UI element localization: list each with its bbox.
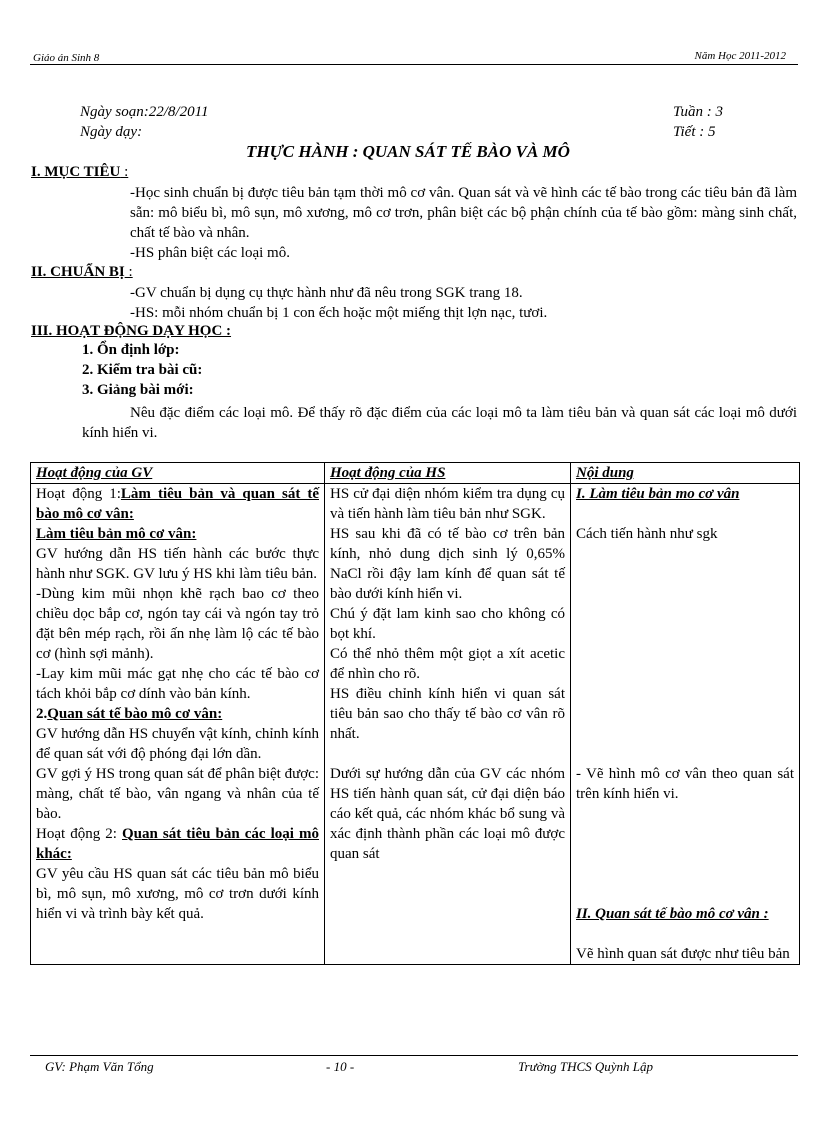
date-prepared: Ngày soạn:22/8/2011 — [80, 104, 209, 120]
teacher-paragraph-4: GV hướng dẫn HS chuyển vật kính, chỉnh kính để quan sát với độ phóng đại lớn dần. — [36, 726, 319, 762]
student-paragraph-3: Chú ý đặt lam kinh sao cho không có bọt khí. — [330, 606, 565, 642]
student-paragraph-1: HS cử đại diện nhóm kiểm tra dụng cụ và tiến hành làm tiêu bản như SGK. — [330, 486, 565, 522]
activity-table — [30, 462, 800, 965]
header-divider — [30, 64, 798, 65]
objectives-line-1: -Học sinh chuẩn bị được tiêu bản tạm thời mô cơ vân. Quan sát và vẽ hình các tế bào trong các tiêu bản đã làm sẵn: mô biểu bì, mô sụn, mô xương, mô cơ trơn, phân biệt các bộ phận chính của tế bào gồm: màng sinh chất, chất tế bào và nhân. — [130, 185, 797, 241]
activities-intro: Nêu đặc điểm các loại mô. Để thấy rõ đặc điểm của các loại mô ta làm tiêu bản và quan sát các loại mô dưới kính hiển vi. — [82, 405, 797, 441]
section-preparation-colon: : — [124, 264, 133, 280]
footer-page-number: - 10 - — [326, 1059, 355, 1074]
header-teacher-activity: Hoạt động của GV — [31, 463, 325, 484]
activity-2-title: Quan sát tiêu bản các loại mô khác: — [36, 826, 320, 862]
teacher-activity-cell — [31, 484, 325, 965]
table-header-row — [31, 463, 800, 484]
objectives-line-2: -HS phân biệt các loại mô. — [130, 245, 290, 261]
teacher-activity-1-heading — [36, 484, 319, 524]
step-new-lesson: 3. Giảng bài mới: — [82, 382, 194, 398]
activity-2-prefix: Hoạt động 2: — [36, 826, 122, 842]
teacher-subheading-2 — [36, 704, 319, 724]
teacher-subheading-1: Làm tiêu bản mô cơ vân: — [36, 526, 197, 542]
activity-1-title: Làm tiêu bản và quan sát tế bào mô cơ vân: — [36, 486, 319, 522]
section-activities-heading: III. HOẠT ĐỘNG DẠY HỌC : — [31, 323, 232, 339]
student-activity-cell — [325, 484, 571, 965]
student-paragraph-6: Dưới sự hướng dẫn của GV các nhóm HS tiến hành quan sát, cử đại diện báo cáo kết quả, các nhóm khác bổ sung và xác định thành phần các loại mô được quan sát — [330, 766, 565, 862]
teacher-activity-2-heading — [36, 824, 319, 864]
week-number: Tuần : 3 — [673, 104, 724, 120]
section-objectives-title: I. MỤC TIÊU — [31, 164, 121, 180]
step-class-stabilization: 1. Ổn định lớp: — [82, 342, 180, 358]
preparation-line-1: -GV chuẩn bị dụng cụ thực hành như đã nêu trong SGK trang 18. — [130, 285, 523, 301]
teacher-paragraph-5: GV gợi ý HS trong quan sát để phân biệt được: màng, chất tế bào, vân ngang và nhân của tế bào. — [36, 766, 319, 822]
content-heading-2: II. Quan sát tế bào mô cơ vân : — [576, 906, 769, 922]
header-student-activity: Hoạt động của HS — [325, 463, 571, 484]
content-heading-1: I. Làm tiêu bản mo cơ vân — [576, 486, 740, 502]
student-paragraph-2: HS sau khi đã có tế bào cơ trên bản kính, nhỏ dung dịch sinh lý 0,65% NaCl rồi đậy lam kính để quan sát tế bào dưới kính hiển vi. — [330, 526, 565, 602]
subheading-2-prefix: 2. — [36, 706, 48, 722]
section-preparation-heading — [31, 264, 133, 281]
section-objectives-heading — [31, 164, 128, 181]
section-objectives-colon: : — [120, 164, 129, 180]
date-taught: Ngày dạy: — [80, 124, 143, 140]
teacher-paragraph-3: -Lay kim mũi mác gạt nhẹ cho các tế bào cơ tách khỏi bắp cơ dính vào bản kính. — [36, 666, 319, 702]
step-review-old-lesson: 2. Kiểm tra bài cũ: — [82, 362, 203, 378]
student-paragraph-5: HS điều chỉnh kính hiển vi quan sát tiêu bản sao cho thấy tế bào cơ vân rõ nhất. — [330, 686, 565, 742]
header-subject: Giáo án Sinh 8 — [33, 52, 100, 64]
teacher-paragraph-1: GV hướng dẫn HS tiến hành các bước thực hành như SGK. GV lưu ý HS khi làm tiêu bản. — [36, 546, 319, 582]
table-row — [31, 484, 800, 965]
preparation-line-2: -HS: mỗi nhóm chuẩn bị 1 con ếch hoặc một miếng thịt lợn nạc, tươi. — [130, 305, 548, 321]
lesson-number: Tiết : 5 — [673, 124, 716, 140]
content-paragraph-1: Cách tiến hành như sgk — [576, 526, 718, 542]
teacher-paragraph-2: -Dùng kim mũi nhọn khẽ rạch bao cơ theo chiều dọc bắp cơ, ngón tay cái và ngón tay trỏ đặt bên mép rạch, rồi ấn nhẹ làm lộ các tế bào cơ (hình sợi mảnh). — [36, 586, 319, 662]
section-preparation-title: II. CHUẨN BỊ — [31, 264, 125, 280]
header-school-year: Năm Học 2011-2012 — [694, 50, 786, 62]
footer-school: Trường THCS Quỳnh Lập — [518, 1059, 654, 1074]
footer-divider — [30, 1055, 798, 1056]
subheading-2-title: Quan sát tế bào mô cơ vân: — [47, 706, 223, 722]
content-cell — [571, 484, 800, 965]
header-content: Nội dung — [571, 463, 800, 484]
content-paragraph-3: Vẽ hình quan sát được như tiêu bản — [576, 946, 790, 962]
footer-teacher: GV: Phạm Văn Tổng — [45, 1059, 154, 1074]
content-paragraph-2: - Vẽ hình mô cơ vân theo quan sát trên kính hiển vi. — [576, 766, 794, 802]
page-title: THỰC HÀNH : QUAN SÁT TẾ BÀO VÀ MÔ — [246, 142, 570, 161]
activity-1-prefix: Hoạt động 1: — [36, 486, 121, 502]
teacher-paragraph-6: GV yêu cầu HS quan sát các tiêu bản mô biểu bì, mô sụn, mô xương, mô cơ trơn dưới kính hiển vi và trình bày kết quả. — [36, 866, 319, 922]
student-paragraph-4: Có thể nhỏ thêm một giọt a xít acetic để nhìn cho rõ. — [330, 646, 565, 682]
